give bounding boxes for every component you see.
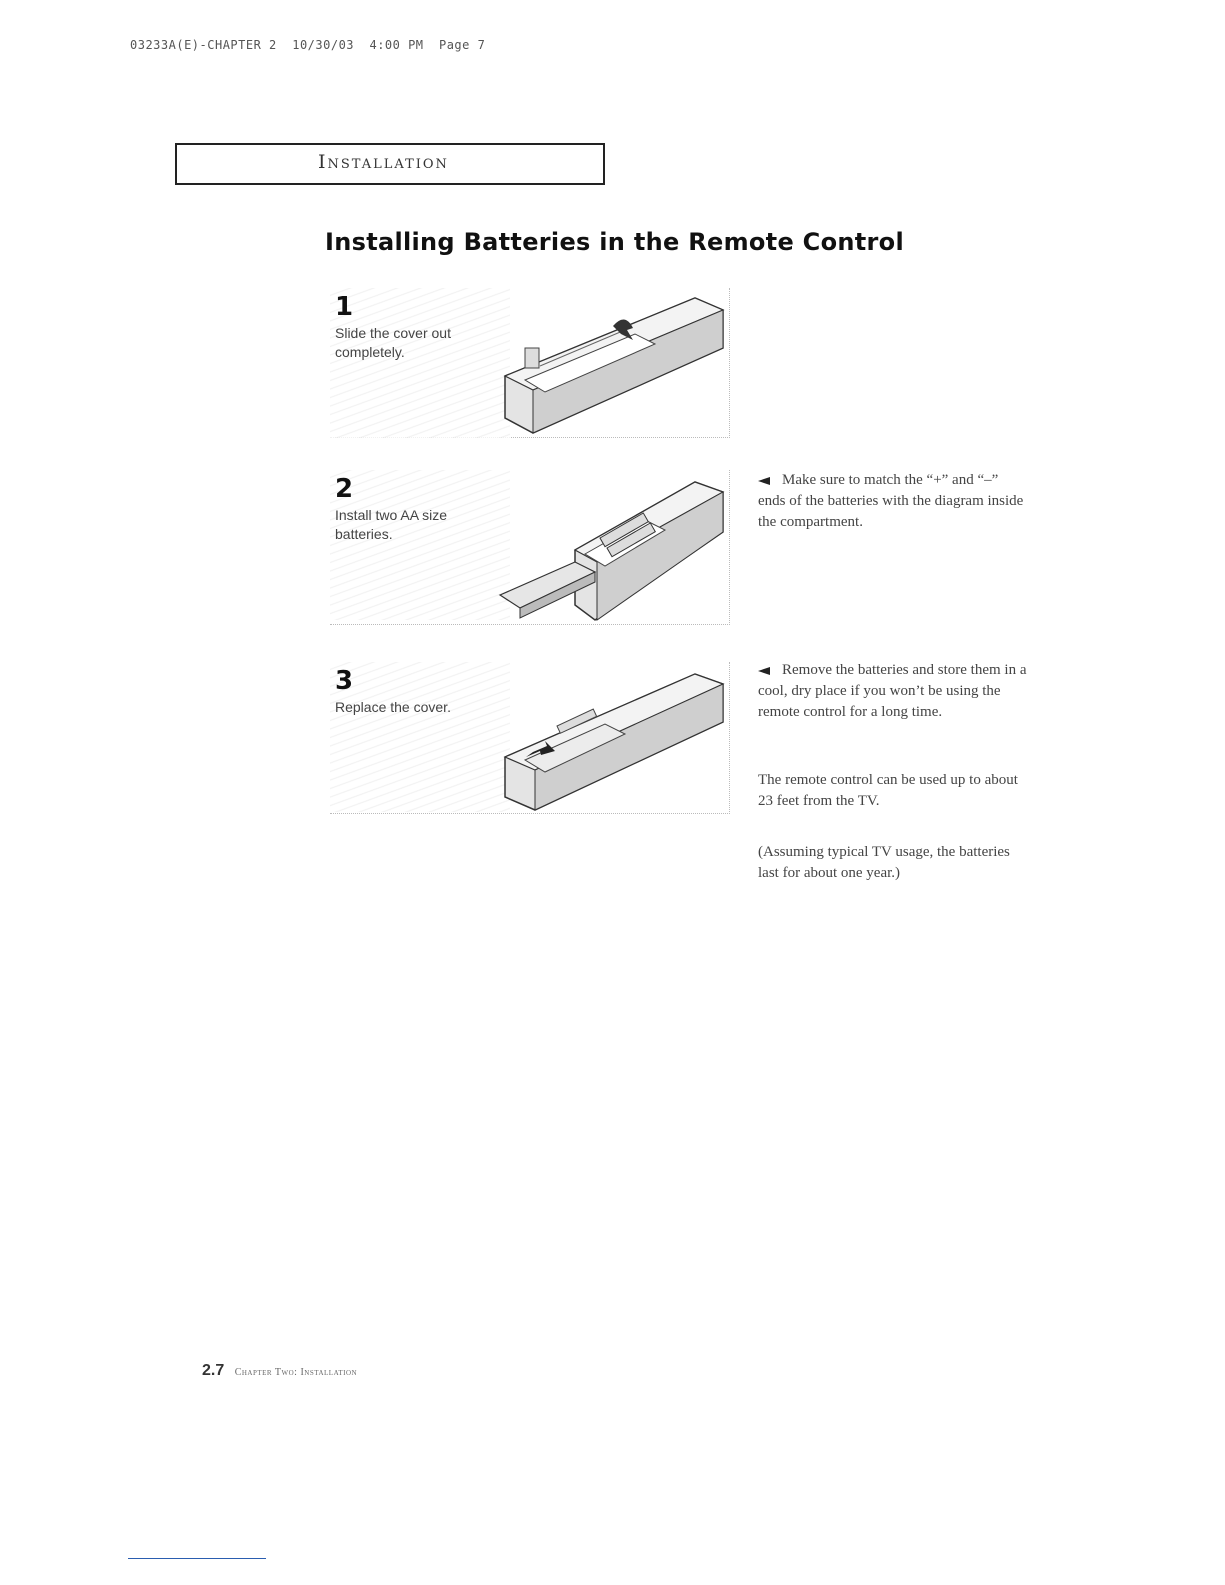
section-title: Installation bbox=[318, 151, 449, 173]
divider bbox=[128, 1558, 266, 1559]
step-number: 3 bbox=[335, 666, 354, 696]
chapter-label: Chapter Two: Installation bbox=[234, 1367, 358, 1378]
hatch-background bbox=[330, 470, 510, 620]
hatch-background bbox=[330, 662, 510, 812]
note-battery-life: (Assuming typical TV usage, the batteries last for about one year.) bbox=[758, 844, 1010, 881]
page-number: 2.7 bbox=[202, 1362, 225, 1379]
left-arrow-icon bbox=[758, 477, 770, 485]
step-number: 1 bbox=[335, 292, 354, 322]
note-polarity: Make sure to match the “+” and “–” ends of the batteries with the diagram inside the compartment. bbox=[758, 472, 1024, 530]
step-instruction: Replace the cover. bbox=[335, 699, 451, 715]
replace-cover-illustration bbox=[495, 662, 725, 812]
note-storage: Remove the batteries and store them in a cool, dry place if you won’t be using the remote control for a long time. bbox=[758, 662, 1027, 720]
hatch-background bbox=[330, 288, 510, 438]
step-instruction: Slide the cover out completely. bbox=[335, 325, 451, 360]
left-arrow-icon bbox=[758, 667, 770, 675]
step-number: 2 bbox=[335, 474, 354, 504]
page-footer bbox=[202, 1362, 357, 1380]
install-batteries-illustration bbox=[495, 470, 725, 622]
print-header: 03233A(E)-CHAPTER 2 10/30/03 4:00 PM Page 7 bbox=[130, 38, 486, 52]
step-1-panel bbox=[330, 288, 730, 438]
page-title: Installing Batteries in the Remote Control bbox=[325, 228, 904, 256]
step-instruction: Install two AA size batteries. bbox=[335, 507, 448, 542]
note-range: The remote control can be used up to about 23 feet from the TV. bbox=[758, 772, 1018, 809]
remote-cover-out-illustration bbox=[495, 288, 725, 436]
step-3-panel bbox=[330, 662, 730, 814]
step-2-panel bbox=[330, 470, 730, 625]
